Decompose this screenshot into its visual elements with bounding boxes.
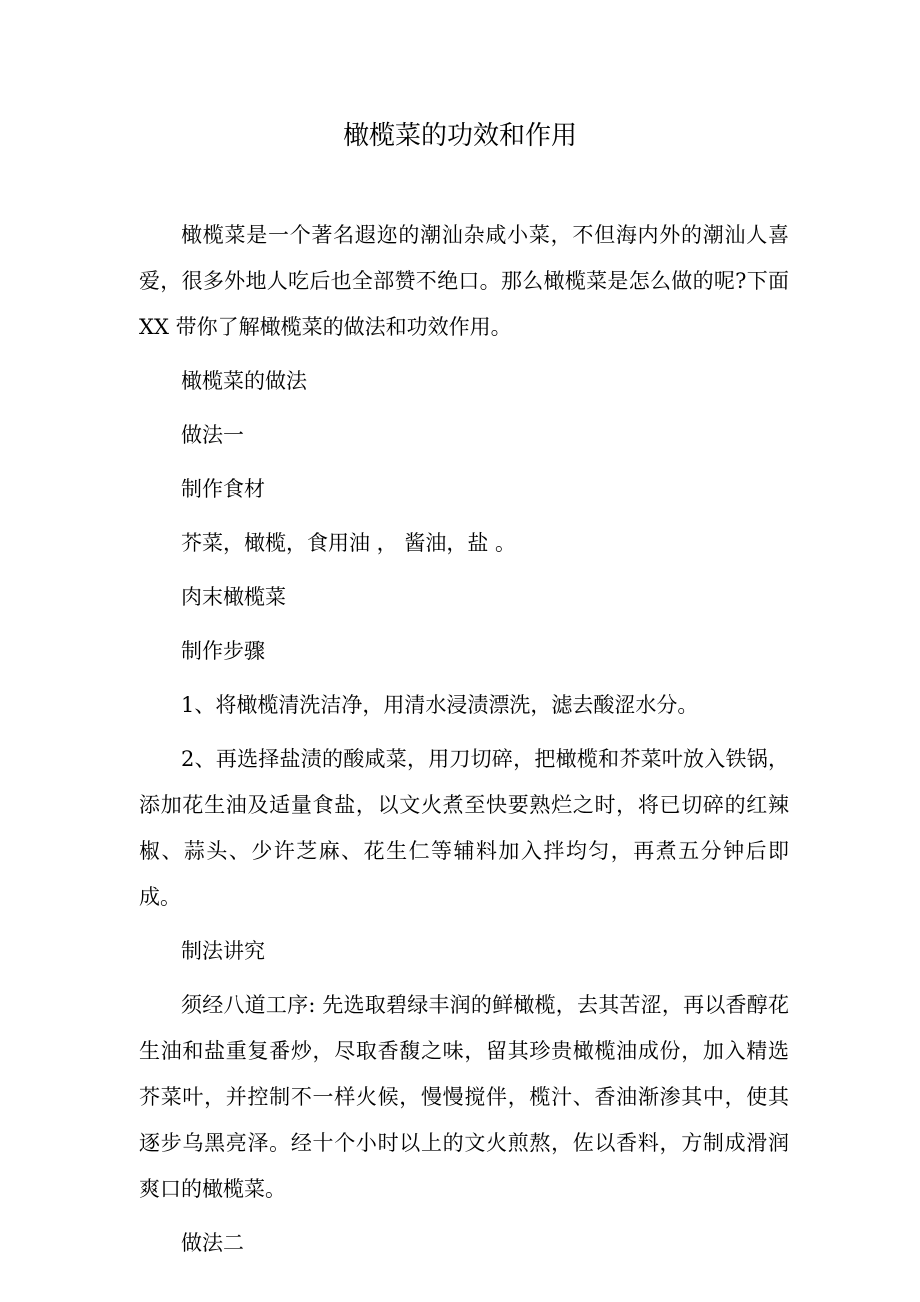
- subheading-method-one: 做法一: [181, 423, 244, 447]
- subheading-ingredients: 制作食材: [181, 477, 265, 501]
- document-title: 橄榄菜的功效和作用: [342, 121, 577, 151]
- dish-name: 肉末橄榄菜: [181, 585, 286, 609]
- section-heading-method: 橄榄菜的做法: [181, 369, 307, 393]
- document-body: [139, 212, 789, 1274]
- intro-paragraph: 橄榄菜是一个著名遐迩的潮汕杂咸小菜，不但海内外的潮汕人喜爱，很多外地人吃后也全部赞不绝口。那么橄榄菜是怎么做的呢?下面 XX 带你了解橄榄菜的做法和功效作用。: [139, 223, 789, 339]
- ingredients-list: 芥菜，橄榄，食用油 ， 酱油，盐 。: [181, 531, 517, 555]
- subheading-technique: 制法讲究: [181, 939, 265, 963]
- step-two: 2、再选择盐渍的酸咸菜，用刀切碎，把橄榄和芥菜叶放入铁锅，添加花生油及适量食盐，以文火煮至快要熟烂之时，将已切碎的红辣椒、蒜头、少许芝麻、花生仁等辅料加入拌均匀，再煮五分钟后即成。: [139, 747, 789, 909]
- technique-paragraph: 须经八道工序: 先选取碧绿丰润的鲜橄榄，去其苦涩，再以香醇花生油和盐重复番炒，尽取香馥之味，留其珍贵橄榄油成份，加入精选芥菜叶，并控制不一样火候，慢慢搅伴，榄汁、香油渐渗其中，使其逐步乌黑亮泽。经十个小时以上的文火煎熬，佐以香料，方制成滑润爽口的橄榄菜。: [139, 993, 789, 1201]
- subheading-steps: 制作步骤: [181, 639, 265, 663]
- subheading-method-two: 做法二: [181, 1231, 244, 1255]
- step-one: 1、将橄榄清洗洁净，用清水浸渍漂洗，滤去酸涩水分。: [181, 693, 699, 717]
